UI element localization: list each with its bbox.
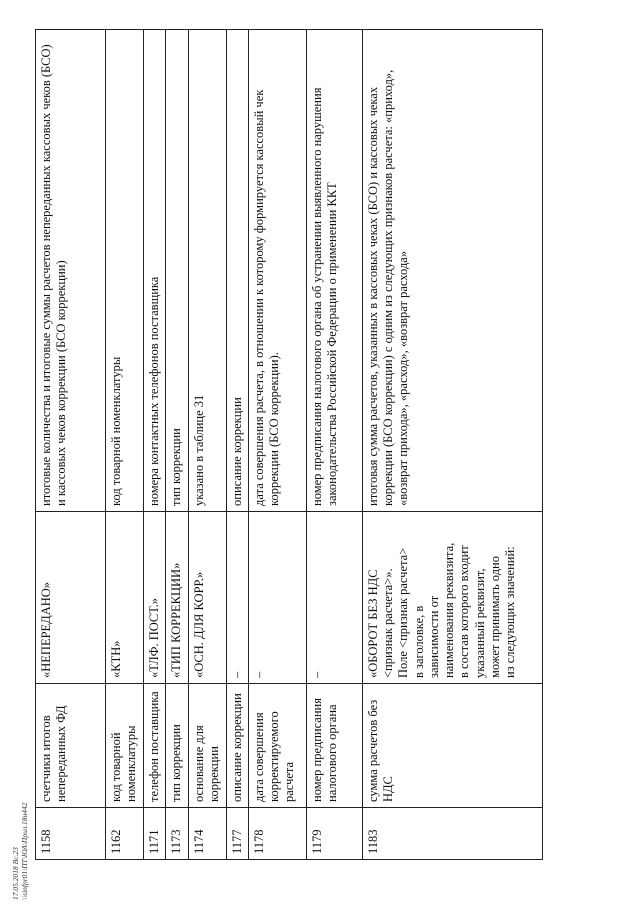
table-row xyxy=(106,30,144,860)
print-form-value-cell: – xyxy=(226,512,248,684)
stamp-path: \\sinfpr01\ПТ\ЮА\Прил.18н442 xyxy=(19,802,29,900)
requisite-name-cell: телефон поставщика xyxy=(144,684,166,808)
requisite-description-cell: номера контактных телефонов поставщика xyxy=(144,30,166,512)
print-form-value-line: зависимости от xyxy=(426,595,441,678)
table-row xyxy=(226,30,248,860)
requisite-description-cell: дата совершения расчета, в отношении к которому формируется кассовый чек коррекции (БСО коррекции). xyxy=(248,30,306,512)
table-body xyxy=(36,30,543,860)
requisite-number-cell: 1183 xyxy=(362,808,542,860)
requisite-number-cell: 1173 xyxy=(166,808,188,860)
table-row xyxy=(306,30,362,860)
table-row xyxy=(36,30,106,860)
requisite-description-cell: описание коррекции xyxy=(226,30,248,512)
print-form-value-cell: «НЕПЕРЕДАНО» xyxy=(36,512,106,684)
file-stamp xyxy=(12,803,29,900)
requisite-name-cell: дата совершения корректируемого расчета xyxy=(248,684,306,808)
print-form-value-cell: – xyxy=(248,512,306,684)
print-form-value-line: в состав которого входит xyxy=(457,545,472,678)
print-form-value-line: указанный реквизит, xyxy=(472,568,487,678)
requisite-description-cell: номер предписания налогового органа об устранении выявленного нарушения законодательства Российской Федерации о применении ККТ xyxy=(306,30,362,512)
print-form-value-line: может принимать одно xyxy=(487,556,502,678)
stamp-date: 17.05.2018 Вс.23 xyxy=(11,847,20,900)
requisite-name-cell: основание для коррекции xyxy=(188,684,226,808)
table-row xyxy=(362,30,542,860)
requisite-number-cell: 1174 xyxy=(188,808,226,860)
requisite-number-cell: 1179 xyxy=(306,808,362,860)
requisite-name-cell: номер предписания налогового органа xyxy=(306,684,362,808)
requisite-number-cell: 1178 xyxy=(248,808,306,860)
table-row xyxy=(144,30,166,860)
table-row xyxy=(188,30,226,860)
requisites-table xyxy=(35,29,543,860)
requisite-name-cell: описание коррекции xyxy=(226,684,248,808)
requisite-number-cell: 1162 xyxy=(106,808,144,860)
print-form-value-line: из следующих значений: xyxy=(503,546,517,678)
table-row xyxy=(166,30,188,860)
print-form-value-line: в заголовке, в xyxy=(411,605,426,678)
print-form-value-cell: «ТЛФ. ПОСТ.» xyxy=(144,512,166,684)
requisite-number-cell: 1171 xyxy=(144,808,166,860)
print-form-value-line: наименования реквизита, xyxy=(442,542,456,678)
print-form-value-cell: «ОСН. ДЛЯ КОРР.» xyxy=(188,512,226,684)
requisite-name-cell: тип коррекции xyxy=(166,684,188,808)
print-form-value-line: <признак расчета>». xyxy=(381,568,395,678)
requisite-description-cell: итоговая сумма расчетов, указанных в кассовых чеках (БСО) и кассовых чеках коррекции (БСО коррекции) с одним из следующих признаков расчета: «приход», «возврат прихода», «расход», «возврат расхода» xyxy=(362,30,542,512)
requisite-name-cell: сумма расчетов без НДС xyxy=(362,684,542,808)
requisite-description-cell: указано в таблице 31 xyxy=(188,30,226,512)
requisite-name-cell: счетчики итогов непереданных ФД xyxy=(36,684,106,808)
rotated-table-page xyxy=(35,30,560,860)
requisite-description-cell: итоговые количества и итоговые суммы расчетов непереданных кассовых чеков (БСО) и кассовых чеков коррекции (БСО коррекции) xyxy=(36,30,106,512)
requisite-number-cell: 1158 xyxy=(36,808,106,860)
print-form-value-line: «ОБОРОТ БЕЗ НДС xyxy=(365,569,380,678)
table-row xyxy=(248,30,306,860)
requisite-description-cell: тип коррекции xyxy=(166,30,188,512)
requisite-description-cell: код товарной номенклатуры xyxy=(106,30,144,512)
print-form-value-cell: – xyxy=(306,512,362,684)
print-form-value-cell: «ТИП КОРРЕКЦИИ» xyxy=(166,512,188,684)
print-form-value-line: Поле <признак расчета> xyxy=(396,547,411,678)
requisite-name-cell: код товарной номенклатуры xyxy=(106,684,144,808)
print-form-value-cell xyxy=(362,512,542,684)
requisite-number-cell: 1177 xyxy=(226,808,248,860)
print-form-value-cell: «КТН» xyxy=(106,512,144,684)
